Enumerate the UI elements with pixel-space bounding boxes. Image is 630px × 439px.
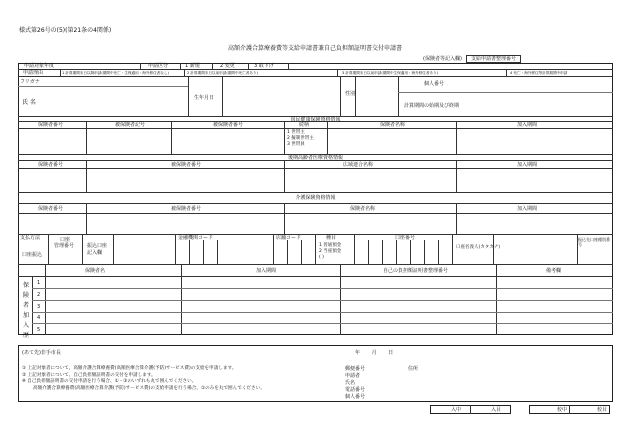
- divider: [456, 204, 457, 234]
- label-bank-code: 金融機関コード: [178, 235, 214, 241]
- reason-4[interactable]: 4 死亡・海外移住等計算期間中申請: [510, 71, 568, 75]
- row-line: [18, 276, 613, 277]
- cell-line: [203, 240, 204, 264]
- elderly-col-2: 広域連合名称: [343, 162, 374, 168]
- label-b4: 記入欄: [87, 250, 103, 256]
- hist-row-no: 1: [37, 280, 41, 286]
- care-col-2: 保険者名称: [350, 206, 376, 212]
- bottom-box-label: 校中: [557, 407, 568, 413]
- footer-note-1: ① 上記対象者について、高額介護合算療養費(高額医療合算介護(予防)サービス費)の支給を申請します。: [22, 366, 237, 371]
- hist-side-label: 保険者加入歴: [22, 282, 29, 339]
- footer-note-4: 高額介護合算療養費(高額医療合算介護(予防)サービス費)の支給申請を行う場合、①のみを丸で囲んでください。: [33, 386, 265, 391]
- nhi-col-5: 加入期間: [517, 122, 538, 128]
- row-line: [18, 264, 613, 265]
- divider: [60, 69, 61, 76]
- row-line: [18, 213, 613, 214]
- divider: [273, 234, 274, 264]
- divider: [113, 234, 114, 264]
- divider: [456, 122, 457, 154]
- section-elderly-header: 後期高齢者医療資格情報: [18, 154, 613, 161]
- cell-line: [287, 240, 288, 264]
- section-nhi-header: 国民健康保険資格情報: [18, 116, 613, 122]
- label-birth: 生年月日: [194, 95, 215, 101]
- hist-row-no: 4: [37, 315, 41, 321]
- divider: [452, 234, 453, 264]
- cell-line: [382, 240, 383, 264]
- cell-line: [438, 240, 439, 264]
- relation-2[interactable]: 2 擬制世帯主: [287, 136, 314, 141]
- label-b2: 管理番号: [54, 243, 75, 249]
- elderly-col-0: 保険者番号: [38, 162, 64, 168]
- form-title: 高額介護合算療養費等支給申請書兼自己負担額証明書交付申請書: [227, 45, 402, 52]
- kind-2[interactable]: 2 当座預金: [319, 249, 342, 254]
- row-line: [32, 312, 613, 313]
- elderly-col-1: 被保険者番号: [171, 162, 202, 168]
- divider: [569, 405, 570, 414]
- option-new[interactable]: 1 新規: [185, 63, 200, 69]
- kind-1[interactable]: 1 普通預金: [319, 243, 342, 248]
- cell-line: [396, 240, 397, 264]
- row-line: [18, 128, 613, 129]
- cell-line: [301, 240, 302, 264]
- divider: [180, 63, 181, 69]
- label-name: 氏 名: [22, 99, 36, 106]
- divider: [248, 63, 249, 69]
- divider: [315, 234, 316, 264]
- nhi-col-0: 保険者番号: [38, 122, 64, 128]
- label-holder: 口座名義人(カタカナ): [456, 245, 501, 250]
- reason-2[interactable]: 2 計算期間末日以前申請(期間中死亡者あり): [187, 71, 258, 75]
- label-personal-no: 個人番号: [424, 81, 445, 87]
- bottom-box-label: 校目: [597, 407, 608, 413]
- divider: [506, 69, 507, 76]
- label-remit: 振込先口座種別番号: [578, 237, 610, 247]
- footer-note-2: ② 上記対象者について、自己負担額証明書の交付を申請します。: [22, 373, 156, 378]
- nhi-col-4: 保険者名称: [380, 122, 406, 128]
- divider: [284, 204, 285, 234]
- care-col-1: 被保険者番号: [171, 206, 202, 212]
- label-b3: 振込口座: [87, 243, 108, 249]
- footer-addressee: (あて先)非手市長: [22, 350, 61, 356]
- row-line: [18, 168, 613, 169]
- divider: [82, 234, 83, 264]
- furigana-line: [18, 86, 188, 87]
- footer-note-3: ※ 自己負担額証明書の交付申請を行う場合、①・②のいずれも丸で囲んでください。: [22, 379, 197, 384]
- divider: [222, 76, 223, 116]
- row-line: [32, 300, 613, 301]
- nhi-col-2: 被保険者番号: [213, 122, 244, 128]
- divider: [398, 76, 399, 116]
- divider: [288, 63, 289, 69]
- care-col-3: 加入期間: [517, 206, 538, 212]
- bottom-box-label: 入目: [491, 407, 502, 413]
- row-line: [32, 288, 613, 289]
- footer-address-label: 住所: [408, 366, 419, 372]
- row-line: [18, 76, 613, 77]
- hist-row-no: 5: [37, 327, 41, 333]
- divider: [86, 122, 87, 154]
- divider: [355, 76, 356, 116]
- label-sex: 性別: [345, 91, 356, 97]
- row-line: [32, 323, 613, 324]
- option-change[interactable]: 2 変更: [220, 63, 235, 69]
- label-reason: 申請理由: [23, 70, 44, 76]
- hist-row-no: 2: [37, 292, 41, 298]
- label-furigana: フリガナ: [20, 79, 40, 85]
- divider: [86, 204, 87, 234]
- label-pay-method: 支払方法: [20, 235, 41, 241]
- hist-row-no: 3: [37, 304, 41, 310]
- divider: [470, 405, 471, 414]
- bottom-box-label: 入中: [451, 407, 462, 413]
- relation-3[interactable]: 3 世帯員: [287, 142, 305, 147]
- divider: [184, 69, 185, 76]
- reason-3[interactable]: 3 計算期間末日以前申請(期間中生保適用・海外移住者あり): [342, 71, 439, 75]
- cell-line: [368, 240, 369, 264]
- hist-col-1: 加入期間: [256, 268, 277, 274]
- hist-col-2: 自己の負担額証明書整理番号: [383, 268, 449, 274]
- kind-3[interactable]: ( ): [319, 255, 324, 260]
- divider: [171, 122, 172, 154]
- reason-1[interactable]: 1 計算期間末日以降申請(期間中死亡・生保適用・海外移住者なし): [62, 71, 169, 75]
- field-line: [398, 92, 613, 93]
- nhi-col-1: 被保険者記号: [115, 122, 146, 128]
- elderly-col-3: 加入期間: [517, 162, 538, 168]
- divider: [493, 234, 494, 264]
- divider: [456, 161, 457, 192]
- divider: [175, 234, 176, 264]
- footer-date: 年 月 日: [355, 350, 394, 356]
- footer-field-postal: 郵便番号: [345, 366, 366, 372]
- footer-field-applicant: 申請者: [345, 373, 361, 379]
- hist-col-3: 備考欄: [546, 268, 562, 274]
- divider: [212, 63, 213, 69]
- cell-line: [217, 240, 218, 264]
- hist-col-0: 保険者名: [85, 268, 106, 274]
- divider: [354, 234, 355, 264]
- divider: [340, 76, 341, 116]
- divider: [140, 63, 141, 69]
- label-bank-transfer[interactable]: 口座振込: [22, 252, 43, 258]
- relation-1[interactable]: 1 世帯主: [287, 130, 305, 135]
- footer-field-name: 氏名: [345, 380, 356, 386]
- cell-line: [189, 240, 190, 264]
- divider: [327, 122, 328, 154]
- cell-line: [410, 240, 411, 264]
- nhi-col-3: 続柄: [299, 122, 310, 128]
- cell-line: [424, 240, 425, 264]
- label-period: 申請対象年度: [24, 63, 55, 69]
- divider: [284, 122, 285, 154]
- section-care-header: 介護保険資格情報: [18, 192, 613, 204]
- label-branch-code: 店舗コード: [276, 235, 302, 241]
- divider: [86, 161, 87, 192]
- divider: [48, 234, 49, 264]
- label-b1: 口座: [60, 237, 71, 243]
- label-account-no: 口座番号: [395, 235, 416, 241]
- footer-field-phone: 電話番号: [345, 387, 366, 393]
- care-col-0: 保険者番号: [38, 206, 64, 212]
- header-note-box: 支給申請書整理番号: [466, 55, 521, 63]
- divider: [188, 76, 189, 116]
- label-kind: 種目: [326, 235, 337, 241]
- label-class: 申請区分: [148, 63, 169, 69]
- footer-field-personal: 個人番号: [345, 394, 366, 400]
- divider: [32, 276, 33, 335]
- header-note: (保険者等記入欄): [423, 56, 462, 62]
- divider: [337, 69, 338, 76]
- divider: [284, 161, 285, 192]
- label-calc-period: 計算期間の始期及び終期: [404, 103, 460, 109]
- option-withdraw[interactable]: 3 取下げ: [254, 63, 274, 69]
- form-id: 様式第26号の(5)(第21条の4関係): [19, 27, 112, 34]
